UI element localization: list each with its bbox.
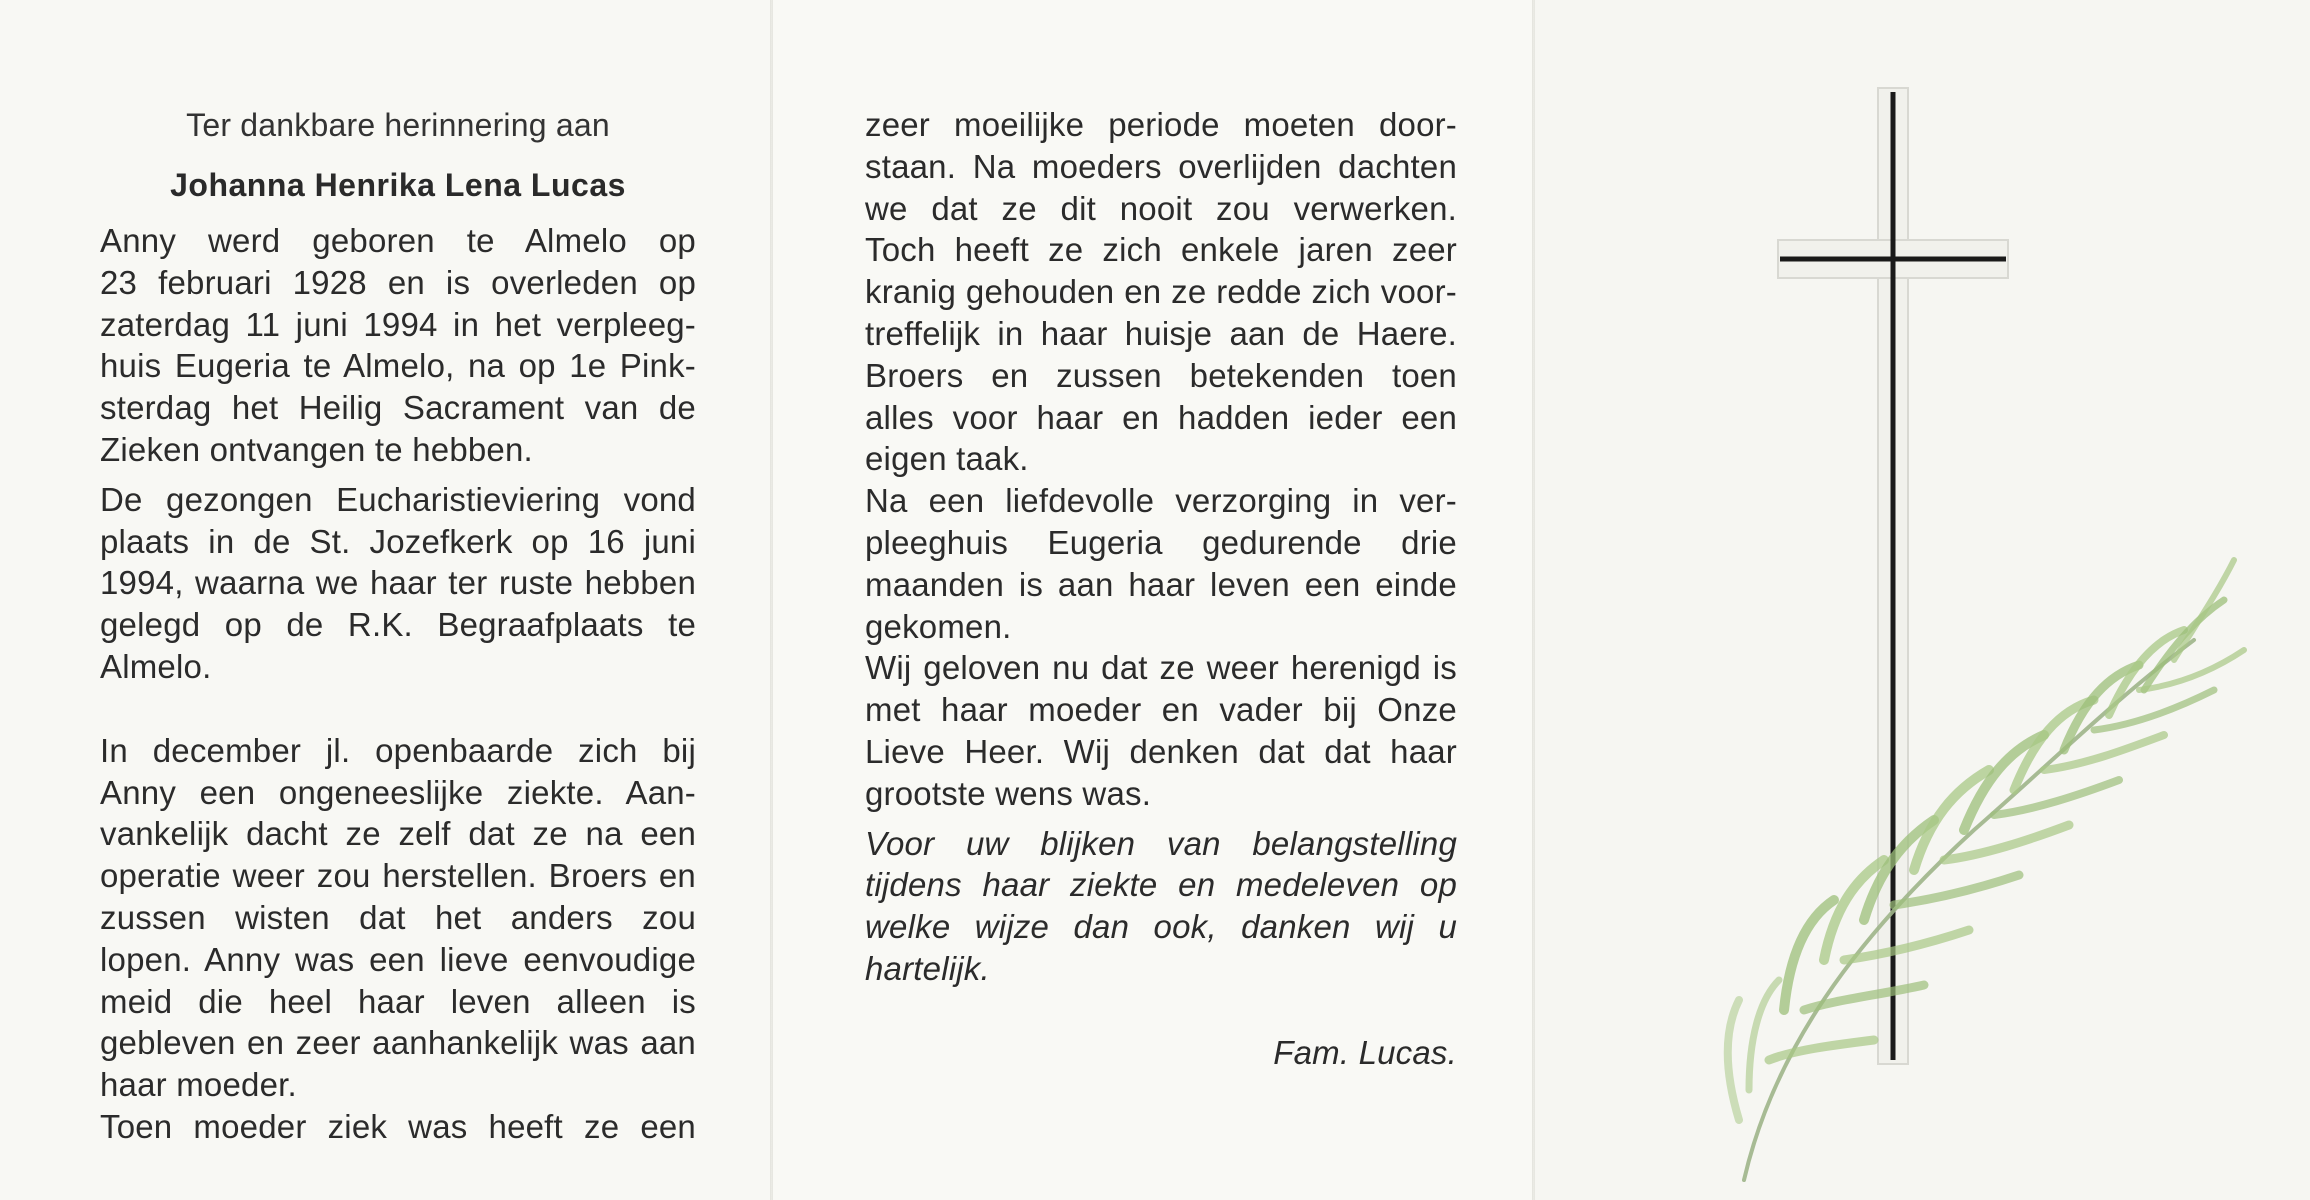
paragraph-illness <box>100 730 696 1148</box>
text-line: 1994, waarna we haar ter ruste hebben <box>100 564 696 602</box>
left-text-column <box>100 104 696 1148</box>
text-line: Broers en zussen betekenden toen <box>865 356 1457 394</box>
text-line: lopen. Anny was een lieve eenvoudige <box>100 940 696 978</box>
text-line: Toen moeder ziek was heeft ze een <box>100 1107 696 1145</box>
text-line: huis Eugeria te Almelo, na op 1e Pink- <box>100 347 696 385</box>
text-line: De gezongen Eucharistieviering vond <box>100 480 696 518</box>
text-line: staan. Na moeders overlijden dachten <box>865 147 1457 185</box>
text-line: In december jl. openbaarde zich bij <box>100 731 696 769</box>
text-line: Na een liefdevolle verzorging in ver- <box>865 482 1457 520</box>
text-line: operatie weer zou herstellen. Broers en <box>100 857 696 895</box>
memorial-heading: Ter dankbare herinnering aan <box>186 107 610 143</box>
text-line: alles voor haar en hadden ieder een <box>865 398 1457 436</box>
paragraph-faith <box>865 647 1457 814</box>
middle-text-column <box>865 104 1457 1107</box>
paragraph-birth <box>100 220 696 471</box>
text-line: Voor uw blijken van belangstelling <box>865 824 1457 862</box>
text-line: Toch heeft ze zich enkele jaren zeer <box>865 231 1457 269</box>
text-line: zussen wisten dat het anders zou <box>100 898 696 936</box>
text-line: zeer moeilijke periode moeten door- <box>865 106 1457 143</box>
text-line: Lieve Heer. Wij denken dat dat haar <box>865 732 1457 770</box>
text-line: Wij geloven nu dat ze weer herenigd is <box>865 649 1457 687</box>
text-line: zaterdag 11 juni 1994 in het verpleeg- <box>100 305 696 343</box>
paragraph-funeral <box>100 479 696 688</box>
text-line: plaats in de St. Jozefkerk op 16 juni <box>100 522 696 560</box>
fold-line <box>770 0 773 1200</box>
text-line: vankelijk dacht ze zelf dat ze na een <box>100 815 696 853</box>
text-line: treffelijk in haar huisje aan de Haere. <box>865 314 1457 352</box>
text-line: pleeghuis Eugeria gedurende drie <box>865 523 1457 561</box>
text-line: eigen taak. <box>865 440 1029 478</box>
text-line: met haar moeder en vader bij Onze <box>865 691 1457 729</box>
palm-branch-icon <box>1728 560 2244 1180</box>
text-line: Anny werd geboren te Almelo op <box>100 222 696 259</box>
text-line: gebleven en zeer aanhankelijk was aan <box>100 1024 696 1062</box>
text-line: Zieken ontvangen te hebben. <box>100 430 533 468</box>
text-line: Anny een ongeneeslijke ziekte. Aan- <box>100 773 696 811</box>
deceased-name: Johanna Henrika Lena Lucas <box>170 167 626 203</box>
text-line: tijdens haar ziekte en medeleven op <box>865 866 1457 904</box>
thanks-paragraph <box>865 823 1457 990</box>
text-line: gelegd op de R.K. Begraafplaats te <box>100 606 696 644</box>
text-line: welke wijze dan ook, danken wij u <box>865 908 1457 946</box>
text-line: sterdag het Heilig Sacrament van de <box>100 389 696 427</box>
text-line: meid die heel haar leven alleen is <box>100 982 696 1020</box>
text-line: 23 februari 1928 en is overleden op <box>100 263 696 301</box>
text-line: grootste wens was. <box>865 774 1152 812</box>
text-line: Almelo. <box>100 647 212 685</box>
text-line: haar moeder. <box>100 1066 297 1104</box>
text-line: gekomen. <box>865 607 1012 645</box>
cross-and-palm-illustration <box>1534 0 2310 1200</box>
family-signature: Fam. Lucas. <box>1273 1033 1457 1071</box>
text-line: maanden is aan haar leven een einde <box>865 565 1457 603</box>
text-line: kranig gehouden en ze redde zich voor- <box>865 273 1457 311</box>
paragraph-care <box>865 480 1457 647</box>
text-line: we dat ze dit nooit zou verwerken. <box>865 189 1457 227</box>
text-line: hartelijk. <box>865 949 990 987</box>
paragraph-continuation <box>865 104 1457 480</box>
